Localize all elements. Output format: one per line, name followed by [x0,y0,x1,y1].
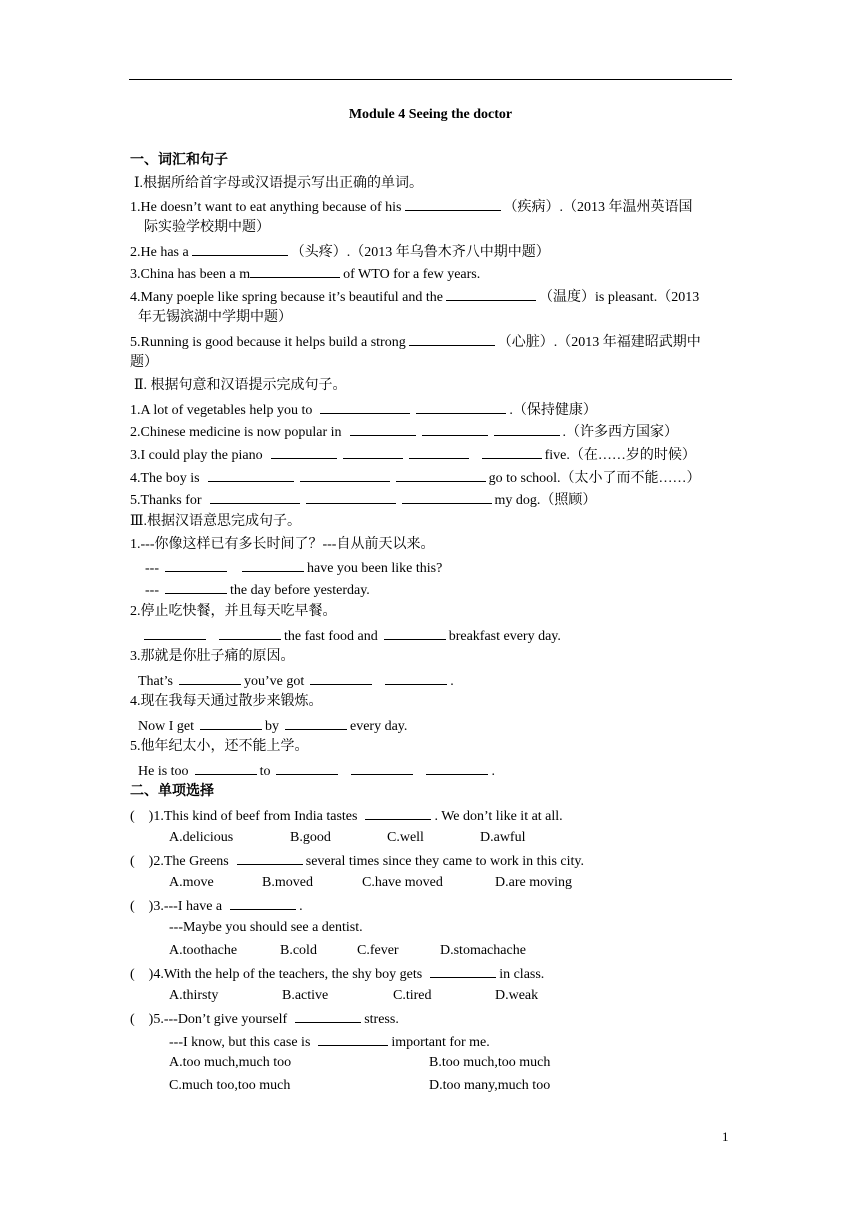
answer-blank[interactable] [416,400,506,414]
option-a[interactable]: A.too much,much too [169,1055,292,1070]
answer-blank[interactable] [165,558,227,572]
part2-question-4: 4.The boy is go to school.（太小了而不能……） [130,468,701,488]
answer-blank[interactable] [409,332,495,346]
part3-question-5-line: He is too to . [138,761,495,781]
option-c[interactable]: C.fever [357,943,399,958]
part1-question-5: 5.Running is good because it helps build a strong （心脏）.（2013 年福建昭武期中 [130,332,701,352]
answer-blank[interactable] [250,264,340,278]
option-a[interactable]: A.move [169,875,214,890]
answer-blank[interactable] [144,626,206,640]
answer-blank[interactable] [242,558,304,572]
answer-blank[interactable] [384,626,446,640]
answer-blank[interactable] [365,806,431,820]
option-d[interactable]: D.too many,much too [429,1078,551,1093]
part3-question-3-prompt: 3.那就是你肚子痛的原因。 [130,649,295,664]
option-c[interactable]: C.much too,too much [169,1078,291,1093]
part2-heading: Ⅱ. 根据句意和汉语提示完成句子。 [134,378,347,393]
document-title: Module 4 Seeing the doctor [348,107,513,122]
answer-blank[interactable] [310,671,372,685]
option-d[interactable]: D.stomachache [440,943,526,958]
answer-blank[interactable] [494,422,560,436]
answer-blank[interactable] [409,445,469,459]
answer-blank[interactable] [320,400,410,414]
part2-question-2: 2.Chinese medicine is now popular in .（许多西方国家） [130,422,678,442]
part3-question-1-line1: --- have you been like this? [145,558,442,578]
answer-blank[interactable] [318,1032,388,1046]
answer-blank[interactable] [351,761,413,775]
part2-question-3: 3.I could play the piano five.（在……岁的时候） [130,445,696,465]
answer-blank[interactable] [195,761,257,775]
part1-question-1: 1.He doesn’t want to eat anything because of his （疾病）.（2013 年温州英语国 [130,197,693,217]
answer-blank[interactable] [482,445,542,459]
choice-question-5-reply: ---I know, but this case is important for me. [169,1032,490,1052]
section1-heading: 一、词汇和句子 [130,153,228,168]
answer-blank[interactable] [446,287,536,301]
answer-blank[interactable] [192,242,288,256]
section2-heading: 二、单项选择 [130,784,214,799]
part1-question-1-cont: 际实验学校期中题） [144,220,270,235]
option-b[interactable]: B.too much,too much [429,1055,551,1070]
option-c[interactable]: C.tired [393,988,432,1003]
part3-heading: Ⅲ.根据汉语意思完成句子。 [130,514,302,529]
answer-blank[interactable] [295,1009,361,1023]
answer-blank[interactable] [237,851,303,865]
answer-blank[interactable] [276,761,338,775]
answer-blank[interactable] [179,671,241,685]
option-b[interactable]: B.cold [280,943,317,958]
option-a[interactable]: A.delicious [169,830,234,845]
part3-question-2-prompt: 2.停止吃快餐，并且每天吃早餐。 [130,604,337,619]
answer-blank[interactable] [230,896,296,910]
answer-blank[interactable] [405,197,501,211]
answer-blank[interactable] [271,445,337,459]
choice-question-4: ( )4.With the help of the teachers, the shy boy gets in class. [130,964,544,984]
answer-blank[interactable] [306,490,396,504]
option-d[interactable]: D.awful [480,830,526,845]
answer-blank[interactable] [200,716,262,730]
part3-question-3-line: That’s you’ve got . [138,671,454,691]
choice-question-3-reply: ---Maybe you should see a dentist. [169,920,363,935]
option-a[interactable]: A.thirsty [169,988,219,1003]
choice-question-3: ( )3.---I have a . [130,896,303,916]
part1-question-4-cont: 年无锡滨湖中学期中题） [138,310,292,325]
part2-question-1: 1.A lot of vegetables help you to .（保持健康） [130,400,597,420]
part1-question-5-cont: 题） [130,355,158,370]
answer-blank[interactable] [343,445,403,459]
answer-blank[interactable] [285,716,347,730]
part3-question-1-prompt: 1.---你像这样已有多长时间了？---自从前天以来。 [130,537,435,552]
answer-blank[interactable] [402,490,492,504]
option-c[interactable]: C.have moved [362,875,443,890]
option-d[interactable]: D.weak [495,988,539,1003]
option-d[interactable]: D.are moving [495,875,572,890]
part3-question-4-line: Now I get by every day. [138,716,407,736]
part3-question-1-line2: --- the day before yesterday. [145,580,370,600]
option-b[interactable]: B.moved [262,875,313,890]
part3-question-2-line: the fast food and breakfast every day. [144,626,561,646]
header-rule [129,79,732,80]
part2-question-5: 5.Thanks for my dog.（照顾） [130,490,596,510]
answer-blank[interactable] [396,468,486,482]
answer-blank[interactable] [300,468,390,482]
choice-question-2: ( )2.The Greens several times since they came to work in this city. [130,851,584,871]
answer-blank[interactable] [350,422,416,436]
choice-question-1: ( )1.This kind of beef from India tastes . We don’t like it at all. [130,806,563,826]
answer-blank[interactable] [219,626,281,640]
answer-blank[interactable] [208,468,294,482]
option-b[interactable]: B.active [282,988,329,1003]
part3-question-5-prompt: 5.他年纪太小，还不能上学。 [130,739,309,754]
answer-blank[interactable] [426,761,488,775]
option-c[interactable]: C.well [387,830,424,845]
part3-question-4-prompt: 4.现在我每天通过散步来锻炼。 [130,694,323,709]
part1-question-2: 2.He has a （头疼）.（2013 年乌鲁木齐八中期中题） [130,242,550,262]
answer-blank[interactable] [210,490,300,504]
answer-blank[interactable] [430,964,496,978]
answer-blank[interactable] [165,580,227,594]
part1-question-3: 3.China has been a m of WTO for a few years. [130,264,480,284]
choice-question-5: ( )5.---Don’t give yourself stress. [130,1009,399,1029]
option-b[interactable]: B.good [290,830,331,845]
option-a[interactable]: A.toothache [169,943,238,958]
answer-blank[interactable] [422,422,488,436]
page-number: 1 [722,1129,729,1144]
answer-blank[interactable] [385,671,447,685]
part1-heading: Ⅰ.根据所给首字母或汉语提示写出正确的单词。 [134,176,424,191]
part1-question-4: 4.Many poeple like spring because it’s beautiful and the （温度）is pleasant.（2013 [130,287,699,307]
